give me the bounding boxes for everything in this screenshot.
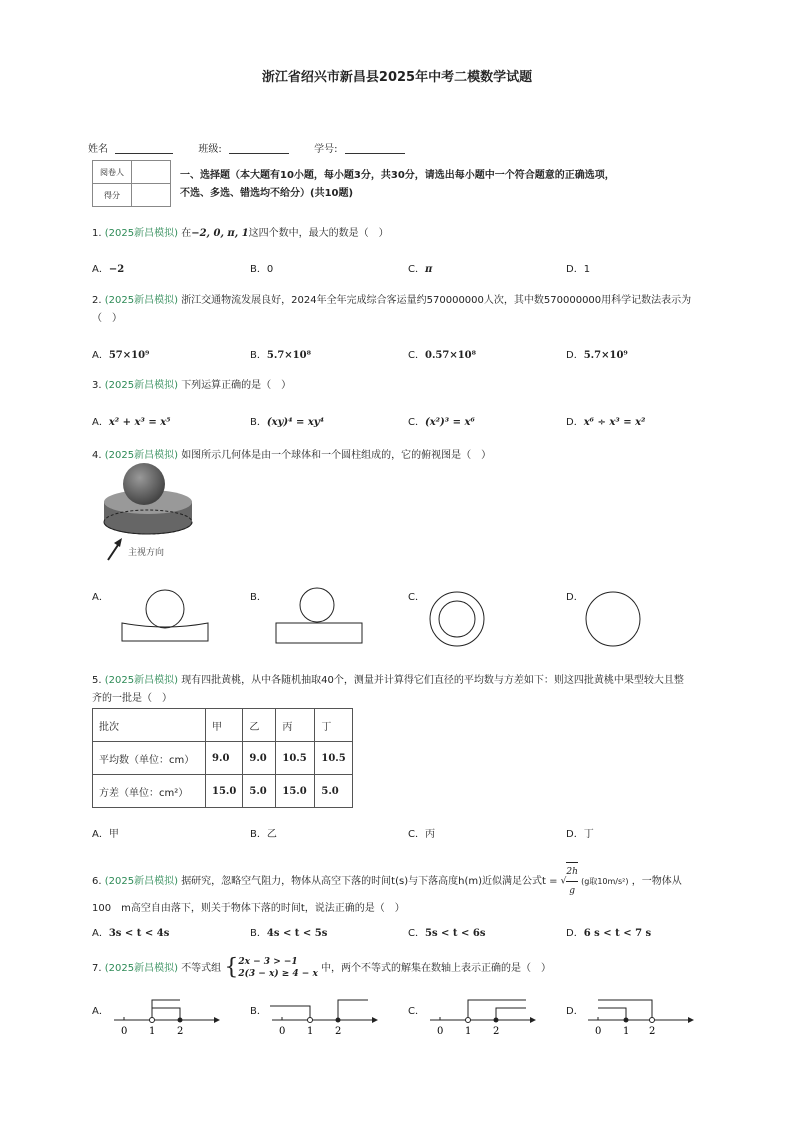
q5-option-d[interactable]: D．丁 <box>566 829 594 840</box>
sphere <box>123 463 165 505</box>
score-cell[interactable] <box>132 184 171 207</box>
q3-option-c[interactable]: C．(x²)³ = x⁶ <box>408 417 475 428</box>
q-text: 不等式组 <box>181 963 222 974</box>
q3-option-d[interactable]: D．x⁶ ÷ x³ = x² <box>566 417 646 428</box>
grader-label: 阅卷人 <box>93 161 132 184</box>
svg-text:1: 1 <box>465 1026 472 1037</box>
student-info <box>88 140 405 155</box>
q-number: 7. <box>92 963 102 974</box>
class-field[interactable] <box>229 143 289 154</box>
option-b-figure <box>272 585 368 647</box>
source-tag: (2025新昌模拟) <box>104 963 178 974</box>
solid-figure <box>98 462 198 566</box>
q4-option-a[interactable]: A． <box>92 592 109 603</box>
source-tag: (2025新昌模拟) <box>104 295 178 306</box>
question-2 <box>92 292 702 328</box>
inequality-system: 2x − 3 > −1 2(3 − x) ≥ 4 − x <box>238 957 318 979</box>
q-text: 浙江交通物流发展良好，2024年全年完成综合客运量约570000000人次，其中数570000000用科学记数法表示为（ ） <box>92 295 692 324</box>
q1-option-d[interactable]: D．1 <box>566 264 591 275</box>
q-number: 6. <box>92 876 102 887</box>
option-c-figure <box>424 590 494 650</box>
numberline-a <box>110 994 220 1038</box>
name-field[interactable] <box>115 143 173 154</box>
q4-option-c[interactable]: C． <box>408 592 425 603</box>
id-label: 学号: <box>314 144 338 155</box>
q1-option-a[interactable]: A．−2 <box>92 264 125 275</box>
q7-option-c[interactable]: C． <box>408 1006 425 1017</box>
q-text: 这四个数中，最大的数是（ ） <box>248 228 389 239</box>
score-box <box>92 160 171 207</box>
q1-option-c[interactable]: C．π <box>408 264 433 275</box>
page-title: 浙江省绍兴市新昌县2025年中考二模数学试题 <box>261 70 533 85</box>
q3-option-a[interactable]: A．x² + x³ = x⁵ <box>92 417 171 428</box>
q-text: 在 <box>181 228 192 239</box>
q-number: 4. <box>92 450 102 461</box>
svg-text:0: 0 <box>437 1026 444 1037</box>
question-6 <box>92 862 692 918</box>
q4-option-d[interactable]: D． <box>566 592 584 603</box>
q7-option-a[interactable]: A． <box>92 1006 109 1017</box>
svg-text:1: 1 <box>149 1026 156 1037</box>
option-a-figure <box>118 585 214 647</box>
q4-option-b[interactable]: B． <box>250 592 267 603</box>
q-math: −2, 0, π, 1 <box>191 228 249 239</box>
q-text: 如图所示几何体是由一个球体和一个圆柱组成的，它的俯视图是（ ） <box>181 450 492 461</box>
q-number: 5. <box>92 675 102 686</box>
source-tag: (2025新昌模拟) <box>104 876 178 887</box>
q7-option-d[interactable]: D． <box>566 1006 584 1017</box>
question-7: 7. (2025新昌模拟) 不等式组 { 2x − 3 > −1 2(3 − x) ≥ 4 − x 中，两个不等式的解集在数轴上表示正确的是（ ） <box>92 955 552 980</box>
svg-text:1: 1 <box>307 1026 314 1037</box>
q-number: 2. <box>92 295 102 306</box>
svg-text:2: 2 <box>335 1026 342 1037</box>
q5-option-a[interactable]: A．甲 <box>92 829 119 840</box>
source-tag: (2025新昌模拟) <box>104 675 178 686</box>
grader-cell[interactable] <box>132 161 171 184</box>
source-tag: (2025新昌模拟) <box>104 380 178 391</box>
source-tag: (2025新昌模拟) <box>104 228 178 239</box>
question-5 <box>92 672 688 708</box>
svg-text:2: 2 <box>177 1026 184 1037</box>
question-1 <box>92 225 702 243</box>
svg-text:0: 0 <box>121 1026 128 1037</box>
svg-text:0: 0 <box>595 1026 602 1037</box>
q2-option-b[interactable]: B．5.7×10⁸ <box>250 350 311 361</box>
q-text: ，一物体从100 m高空自由落下，则关于物体下落的时间t，说法正确的是（ ） <box>92 876 682 914</box>
q2-option-d[interactable]: D．5.7×10⁹ <box>566 350 628 361</box>
view-direction-label: 主视方向 <box>128 548 165 558</box>
sqrt-formula: √ $\frac{2h}{g}$ <box>561 862 578 900</box>
q6-option-a[interactable]: A．3s < t < 4s <box>92 928 170 939</box>
name-label: 姓名 <box>88 144 108 155</box>
option-d-figure <box>582 590 648 650</box>
question-3 <box>92 377 702 395</box>
q3-option-b[interactable]: B．(xy)⁴ = xy⁴ <box>250 417 324 428</box>
q1-option-b[interactable]: B．0 <box>250 264 274 275</box>
q-text: 下列运算正确的是（ ） <box>181 380 292 391</box>
q7-option-b[interactable]: B． <box>250 1006 267 1017</box>
q2-option-c[interactable]: C．0.57×10⁸ <box>408 350 477 361</box>
q5-option-b[interactable]: B．乙 <box>250 829 277 840</box>
svg-text:0: 0 <box>279 1026 286 1037</box>
q6-option-b[interactable]: B．4s < t < 5s <box>250 928 328 939</box>
class-label: 班级: <box>198 144 222 155</box>
q6-option-d[interactable]: D．6 s < t < 7 s <box>566 928 652 939</box>
q-text: 据研究，忽略空气阻力，物体从高空下落的时间t(s)与下落高度h(m)近似满足公式t = <box>181 876 558 887</box>
svg-text:2: 2 <box>493 1026 500 1037</box>
id-field[interactable] <box>345 143 405 154</box>
q-number: 3. <box>92 380 102 391</box>
q5-option-c[interactable]: C．丙 <box>408 829 435 840</box>
q-text: 现有四批黄桃，从中各随机抽取40个，测量并计算得它们直径的平均数与方差如下：则这四批黄桃中果型较大且整齐的一批是（ ） <box>92 675 684 704</box>
score-label: 得分 <box>93 184 132 207</box>
numberline-c <box>426 994 536 1038</box>
section-heading: 一、选择题（本大题有10小题，每小题3分，共30分，请选出每小题中一个符合题意的正确选项，不选、多选、错选均不给分）(共10题) <box>180 170 615 199</box>
q-number: 1. <box>92 228 102 239</box>
q5-table: 批次 甲 乙 丙 丁 平均数（单位：cm） 9.0 9.0 10.5 10.5 方差（单位：cm²） 15.0 5.0 15.0 5.0 <box>92 708 353 808</box>
q6-option-c[interactable]: C．5s < t < 6s <box>408 928 486 939</box>
source-tag: (2025新昌模拟) <box>104 450 178 461</box>
svg-text:2: 2 <box>649 1026 656 1037</box>
svg-text:1: 1 <box>623 1026 630 1037</box>
numberline-d <box>584 994 694 1038</box>
numberline-b <box>268 994 378 1038</box>
formula-note: (g取10m/s²) <box>581 877 629 886</box>
q-text: 中，两个不等式的解集在数轴上表示正确的是（ ） <box>321 963 552 974</box>
view-arrow-head <box>114 538 122 547</box>
q2-option-a[interactable]: A．57×10⁹ <box>92 350 150 361</box>
